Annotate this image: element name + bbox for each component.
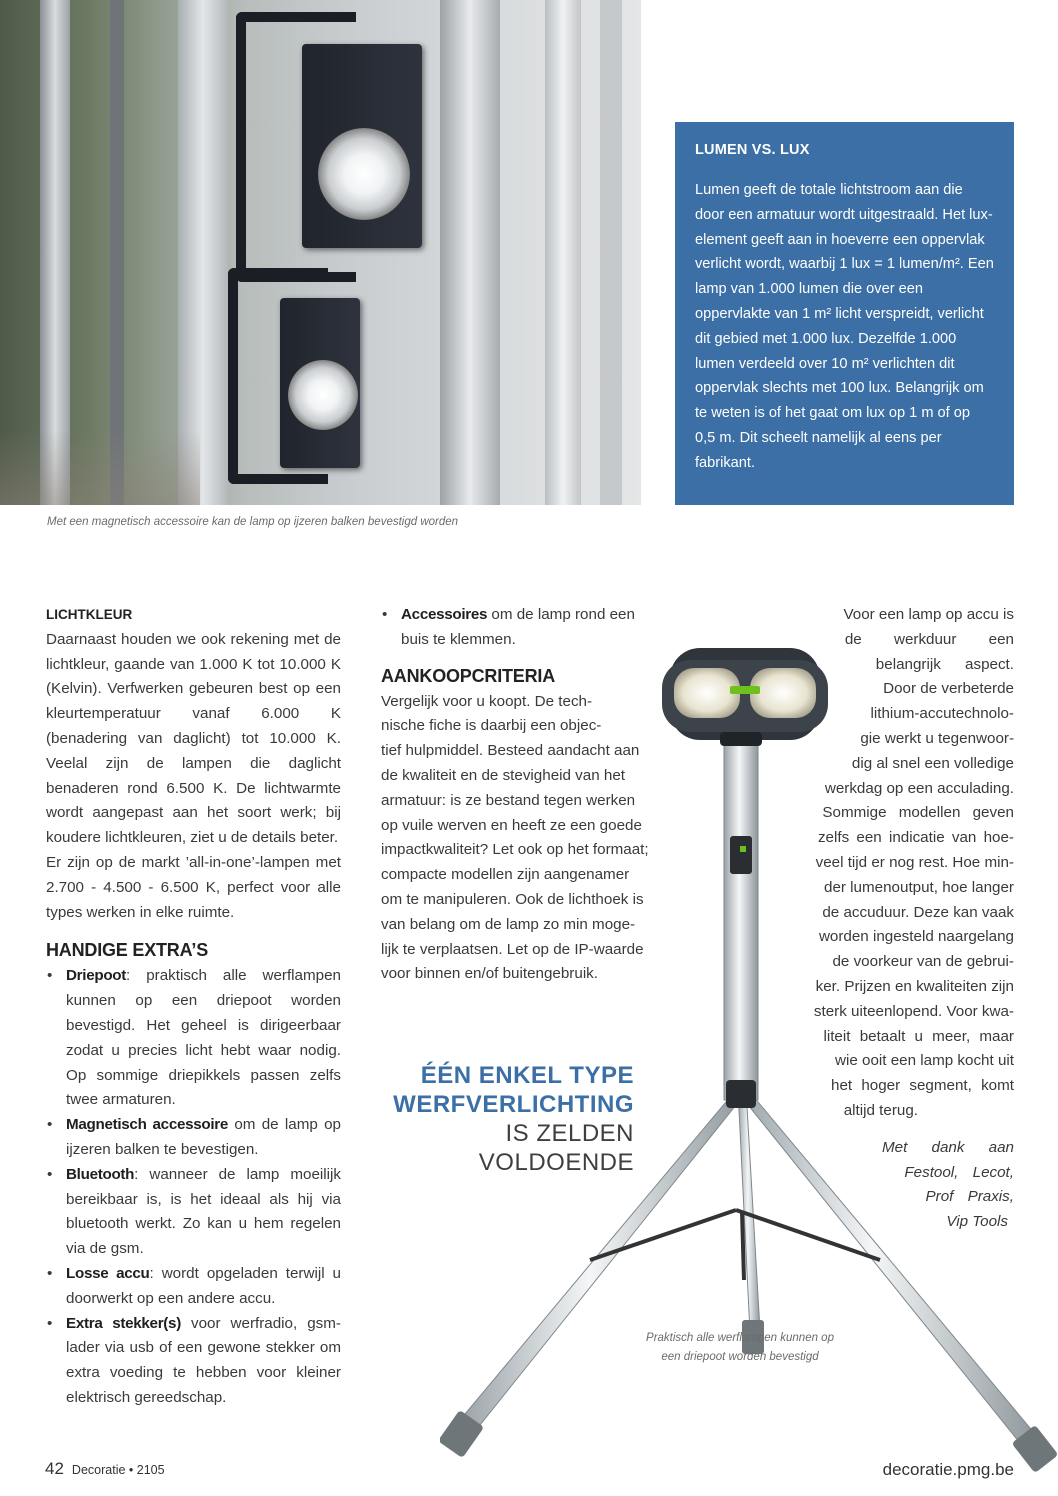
- list-item: • Magnetisch accessoire om de lamp op ijzeren balken te bevestigen.: [46, 1113, 341, 1163]
- extras-list: [46, 964, 341, 1410]
- extras-heading: HANDIGE EXTRA’S: [46, 940, 209, 961]
- list-item: • Bluetooth: wanneer de lamp moeilijk bereikbaar is, is het ideaal als hij via bluetooth werkt. Zo kan u hem regelen via de gsm.: [46, 1163, 341, 1262]
- page-number: 42: [45, 1459, 64, 1478]
- tripod-caption: Praktisch alle werflampen kunnen op een driepoot worden bevestigd: [646, 1332, 834, 1363]
- list-item: • Accessoires om de lamp rond een buis te klemmen.: [381, 603, 665, 653]
- lichtkleur-paragraph-2: Er zijn op de markt ’all-in-one’-lampen met 2.700 - 4.500 - 6.500 K, perfect voor alle types werken in elke ruimte.: [46, 853, 341, 921]
- left-column: [46, 603, 341, 1411]
- hero-photo: [0, 0, 641, 505]
- aankoopcriteria-heading: AANKOOPCRITERIA: [381, 665, 556, 686]
- publication-name: Decoratie • 2105: [71, 1463, 165, 1477]
- lichtkleur-heading: LICHTKLEUR: [46, 607, 133, 622]
- list-item: • Driepoot: praktisch alle werflampen kunnen op een driepoot worden bevestigd. Het geheel is dirigeerbaar zodat u precies licht hebt waar nodig. Op sommige driepikkels passen zelfs twee armaturen.: [46, 964, 341, 1113]
- lumen-vs-lux-box: [675, 122, 1014, 505]
- thanks-note: Met dank aan Festool, Lecot, Prof Praxis, Vip Tools: [881, 1138, 1014, 1231]
- aankoopcriteria-text: Vergelijk voor u koopt. De tech- nische fiche is daarbij een objec- tief hulpmiddel. Besteed aandacht aan de kwaliteit en de stevigheid van het armatuur: is ze bestand tegen werken op vuile werven en heeft ze een goede impactkwaliteit? Let ook op het formaat; compacte modellen zijn aangenamer om te manipuleren. Ook de lichthoek is van belang om de lamp zo min moge- lijk te verplaatsen. Let op de IP-waarde voor binnen en/of buitengebruik.: [381, 692, 649, 983]
- list-item: • Losse accu: wordt opgeladen terwijl u doorwerkt op een andere accu.: [46, 1262, 341, 1312]
- lumen-box-title: LUMEN VS. LUX: [695, 142, 810, 158]
- middle-column: [381, 603, 665, 987]
- footer-page-info: [45, 1459, 165, 1479]
- lichtkleur-paragraph-1: Daarnaast houden we ook rekening met de lichtkleur, gaande van 1.000 K tot 10.000 K (Kelvin). Verfwerken gebeuren best op een kleurtemperatuur vanaf 6.000 K (benadering van daglicht) tot 10.000 K. Veelal zijn de lampen die daglicht benaderen rond 6.500 K. De lichtwarmte wordt aangepast aan het soort werk; bij koudere lichtkleuren, ziet u de details beter.: [46, 630, 341, 847]
- pull-quote: ÉÉN ENKEL TYPE WERFVERLICHTING IS ZELDEN VOLDOENDE: [393, 1062, 634, 1176]
- list-item: • Extra stekker(s) voor werfradio, gsm-lader via usb of een gewone stekker om extra voeding te hebben voor kleiner elektrisch gereedschap.: [46, 1312, 341, 1411]
- accessoires-list: [381, 603, 665, 653]
- footer-website-link[interactable]: decoratie.pmg.be: [882, 1460, 1014, 1479]
- lumen-box-body: Lumen geeft de totale lichtstroom aan die door een armatuur wordt uitgestraald. Het lux-element geeft aan in hoeverre een oppervlak verlicht wordt, waarbij 1 lux = 1 lumen/m². Een lamp van 1.000 lumen die over een oppervlakte van 1 m² licht verspreidt, verlicht dit gebied met 1.000 lux. Dezelfde 1.000 lumen verdeeld over 10 m² verlichten dit oppervlak slechts met 100 lux. Belangrijk om te weten is of het gaat om lux op 1 m of op 0,5 m. Dit scheelt namelijk al eens per fabrikant.: [695, 182, 994, 471]
- photo-caption: Met een magnetisch accessoire kan de lamp op ijzeren balken bevestigd worden: [47, 516, 459, 528]
- right-column: Voor een lamp op accu is de werkduur een belangrijk aspect. Door de verbeterde lithium-accutechnolo- gie werkt u tegenwoor- dig al snel een volledige werkdag op een acculading. Sommige modellen geven zelfs een indicatie van hoe- veel tijd er nog rest. Hoe min- der lumenoutput, hoe langer de accuduur. Deze kan vaak worden ingesteld naargelang de voorkeur van de gebrui- ker. Prijzen en kwaliteiten zijn sterk uiteenlopend. Voor kwa- liteit betaalt u meer, maar wie ooit een lamp kocht uit het hoger segment, komt altijd terug. Met dank aan Festool, Lecot, Prof Praxis, Vip Tools: [780, 603, 1014, 1235]
